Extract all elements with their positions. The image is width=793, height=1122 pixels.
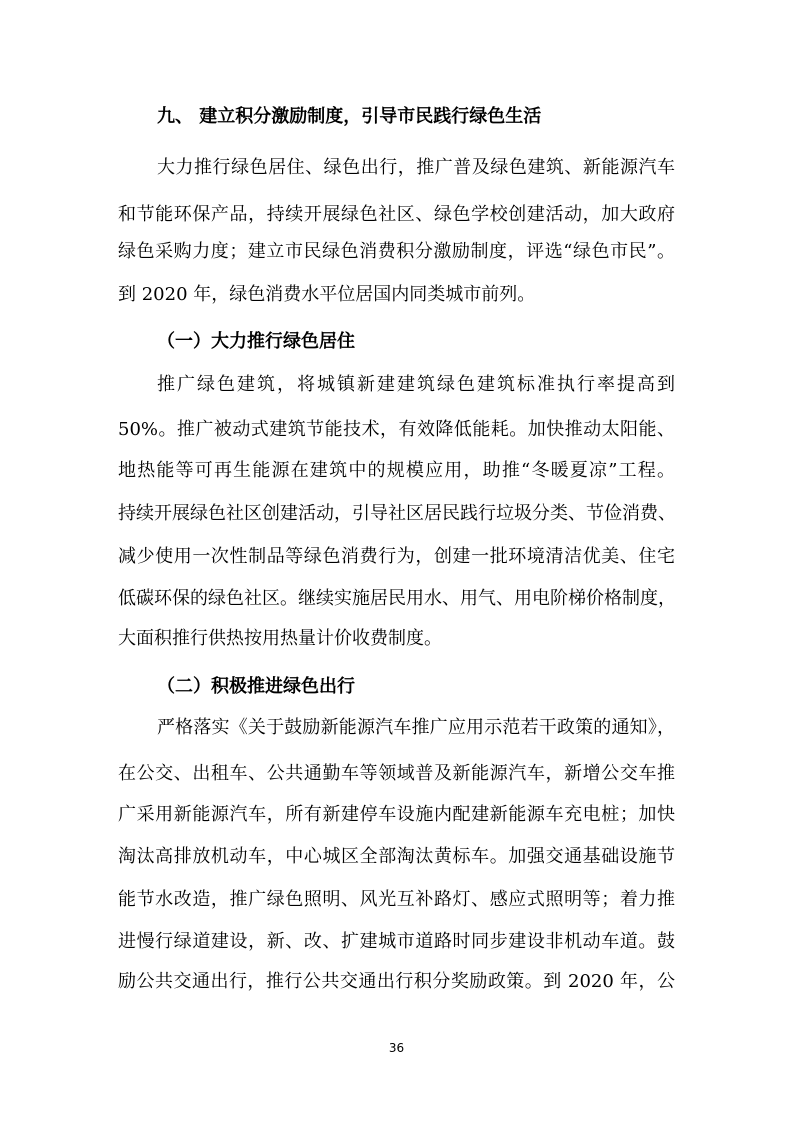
page-number: 36 (388, 1041, 405, 1055)
subsection-two-line: 励公共交通出行，推行公共交通出行积分奖励政策。到 2020 年，公 (118, 971, 675, 992)
subsection-one-line: 50%。推广被动式建筑节能技术，有效降低能耗。加快推动太阳能、 (118, 419, 675, 440)
section-nine-line: 大力推行绿色居住、绿色出行，推广普及绿色建筑、新能源汽车 (157, 157, 675, 178)
subsection-two-line: 在公交、出租车、公共通勤车等领域普及新能源汽车，新增公交车推 (118, 763, 675, 784)
subsection-one-line: 低碳环保的绿色社区。继续实施居民用水、用气、用电阶梯价格制度， (118, 588, 676, 609)
subsection-one-line: 持续开展绿色社区创建活动，引导社区居民践行垃圾分类、节俭消费、 (118, 503, 676, 524)
subsection-two-line: 严格落实《关于鼓励新能源汽车推广应用示范若干政策的通知》， (157, 717, 675, 738)
section-nine-line: 到 2020 年，绿色消费水平位居国内同类城市前列。 (118, 284, 536, 305)
subsection-two-line: 淘汰高排放机动车，中心城区全部淘汰黄标车。加强交通基础设施节 (118, 846, 675, 867)
subsection-two-line: 进慢行绿道建设，新、改、扩建城市道路时同步建设非机动车道。鼓 (118, 931, 675, 952)
subsection-one-line: 大面积推行供热按用热量计价收费制度。 (118, 628, 442, 649)
section-nine-line: 和节能环保产品，持续开展绿色社区、绿色学校创建活动，加大政府 (118, 204, 675, 225)
subsection-one-heading: （一）大力推行绿色居住 (157, 331, 355, 352)
section-nine-line: 绿色采购力度；建立市民绿色消费积分激励制度，评选“绿色市民”。 (118, 241, 675, 262)
subsection-one-line: 推广绿色建筑，将城镇新建建筑绿色建筑标准执行率提高到 (157, 374, 675, 395)
subsection-two-line: 能节水改造，推广绿色照明、风光互补路灯、感应式照明等；着力推 (118, 889, 675, 910)
subsection-one-line: 减少使用一次性制品等绿色消费行为，创建一批环境清洁优美、住宅 (118, 546, 675, 567)
subsection-two-line: 广采用新能源汽车，所有新建停车设施内配建新能源车充电桩；加快 (118, 804, 675, 825)
subsection-one-line: 地热能等可再生能源在建筑中的规模应用，助推“冬暖夏凉”工程。 (118, 460, 675, 481)
subsection-two-heading: （二）积极推进绿色出行 (157, 676, 355, 697)
section-nine-heading: 九、 建立积分激励制度，引导市民践行绿色生活 (157, 106, 542, 127)
